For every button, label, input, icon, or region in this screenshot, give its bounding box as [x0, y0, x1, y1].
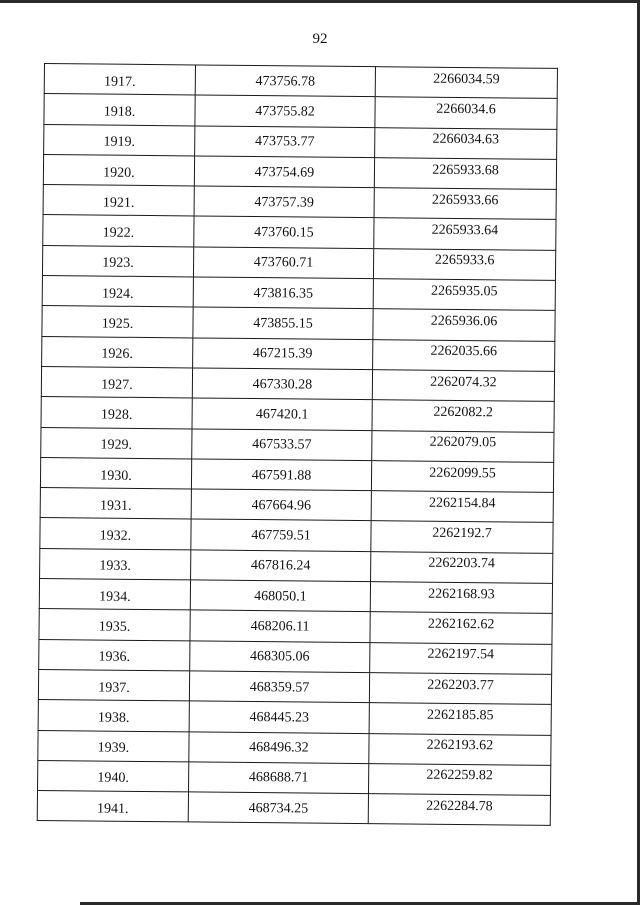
- year-text: 1941.: [97, 801, 129, 817]
- value-a-cell: [193, 307, 373, 339]
- year-text: 1928.: [100, 407, 133, 423]
- year-text: 1936.: [98, 649, 131, 666]
- value-b-text: 2262168.93: [428, 586, 495, 603]
- value-b-cell: [370, 612, 552, 644]
- value-a-cell: [192, 398, 372, 430]
- value-b-cell: [371, 491, 553, 523]
- value-b-text: 2265933.64: [431, 222, 499, 239]
- value-b-cell: [368, 794, 550, 826]
- year-text: 1925.: [101, 316, 134, 332]
- table-row: [43, 185, 556, 220]
- year-cell: [38, 760, 189, 792]
- year-cell: [41, 427, 192, 459]
- value-a-cell: [193, 247, 373, 279]
- value-b-text: 2265933.66: [431, 192, 499, 209]
- year-cell: [41, 397, 192, 429]
- table-row: [41, 366, 554, 401]
- value-a-text: 473760.15: [254, 225, 314, 241]
- table-row: [42, 336, 555, 371]
- year-cell: [43, 185, 194, 217]
- year-cell: [44, 94, 195, 126]
- year-cell: [38, 730, 189, 762]
- value-b-text: 2262082.2: [433, 404, 493, 421]
- year-cell: [42, 245, 193, 277]
- year-text: 1926.: [101, 346, 134, 363]
- table-row: [44, 64, 557, 99]
- value-a-text: 468305.06: [249, 649, 310, 665]
- value-a-text: 467759.51: [251, 528, 311, 544]
- year-cell: [42, 276, 193, 308]
- year-text: 1921.: [102, 195, 135, 211]
- year-text: 1937.: [98, 680, 130, 696]
- year-cell: [43, 154, 194, 186]
- table-row: [40, 457, 553, 492]
- table-row: [40, 548, 553, 583]
- scan-edge-top: [0, 0, 640, 3]
- value-a-text: 473855.15: [253, 316, 313, 332]
- table-row: [38, 700, 551, 735]
- value-b-text: 2262203.74: [428, 556, 496, 572]
- value-b-cell: [369, 703, 551, 735]
- value-b-cell: [373, 309, 555, 341]
- value-b-text: 2262192.7: [432, 525, 492, 542]
- year-cell: [41, 366, 192, 398]
- year-text: 1940.: [97, 771, 129, 787]
- table-row: [43, 154, 556, 189]
- table-row: [37, 791, 550, 826]
- value-a-text: 467330.28: [252, 376, 313, 393]
- value-a-text: 468445.23: [249, 709, 310, 726]
- value-b-text: 2262259.82: [426, 768, 493, 784]
- value-a-text: 473757.39: [254, 194, 314, 211]
- value-b-text: 2265936.06: [430, 313, 498, 330]
- table-row: [40, 488, 553, 523]
- value-a-text: 468359.57: [249, 679, 310, 696]
- year-text: 1919.: [103, 134, 136, 151]
- year-text: 1924.: [101, 286, 134, 302]
- year-text: 1917.: [104, 74, 136, 90]
- value-b-cell: [372, 400, 554, 432]
- value-a-text: 473755.82: [255, 103, 315, 120]
- value-b-cell: [374, 188, 556, 220]
- value-b-cell: [371, 461, 553, 493]
- value-b-text: 2265933.68: [432, 162, 499, 178]
- year-cell: [38, 669, 189, 701]
- value-a-text: 467420.1: [255, 406, 309, 423]
- year-text: 1932.: [99, 528, 132, 544]
- value-a-cell: [195, 126, 375, 158]
- value-a-text: 473756.78: [255, 73, 316, 90]
- value-b-text: 2266034.59: [433, 71, 500, 88]
- value-b-text: 2265935.05: [431, 283, 498, 300]
- value-a-cell: [191, 489, 371, 521]
- table-row: [42, 306, 555, 341]
- year-cell: [39, 639, 190, 671]
- value-a-cell: [194, 186, 374, 218]
- value-b-cell: [369, 673, 551, 705]
- value-b-cell: [370, 642, 552, 674]
- value-b-text: 2266034.6: [436, 101, 496, 118]
- value-a-cell: [193, 277, 373, 309]
- table-row: [44, 124, 557, 159]
- table-row: [42, 276, 555, 311]
- year-cell: [42, 306, 193, 338]
- value-b-cell: [375, 97, 557, 129]
- value-b-cell: [375, 67, 557, 99]
- value-b-cell: [373, 339, 555, 371]
- year-cell: [39, 609, 190, 641]
- value-b-text: 2266034.63: [432, 131, 500, 148]
- value-a-text: 468734.25: [248, 800, 309, 817]
- year-text: 1929.: [100, 437, 133, 454]
- year-text: 1922.: [102, 225, 135, 241]
- year-cell: [40, 488, 191, 520]
- value-b-text: 2262185.85: [426, 707, 494, 724]
- year-text: 1938.: [97, 710, 130, 726]
- value-a-text: 468688.71: [248, 770, 309, 787]
- value-b-text: 2262203.77: [427, 677, 494, 693]
- year-text: 1931.: [99, 498, 132, 514]
- year-text: 1923.: [102, 255, 134, 272]
- value-b-cell: [373, 279, 555, 311]
- value-a-cell: [188, 792, 368, 824]
- value-a-cell: [190, 641, 370, 673]
- value-a-cell: [190, 610, 370, 642]
- value-a-text: 473760.71: [253, 255, 314, 272]
- value-b-cell: [370, 582, 552, 614]
- year-cell: [38, 700, 189, 732]
- year-cell: [44, 124, 195, 156]
- table-row: [39, 639, 552, 674]
- year-text: 1933.: [99, 558, 131, 575]
- value-a-cell: [195, 95, 375, 127]
- value-a-text: 467533.57: [252, 437, 312, 453]
- value-b-cell: [374, 218, 556, 250]
- value-a-cell: [194, 216, 374, 248]
- value-a-cell: [191, 459, 371, 491]
- table-row: [42, 245, 555, 280]
- year-cell: [40, 518, 191, 550]
- year-cell: [43, 215, 194, 247]
- year-text: 1918.: [103, 104, 136, 120]
- value-b-cell: [374, 158, 556, 190]
- value-a-cell: [189, 762, 369, 794]
- table-row: [38, 760, 551, 795]
- value-a-cell: [191, 519, 371, 551]
- year-cell: [40, 548, 191, 580]
- table-row: [43, 215, 556, 250]
- year-text: 1935.: [98, 619, 131, 635]
- table-row: [38, 669, 551, 704]
- value-b-text: 2262035.66: [430, 344, 498, 360]
- value-b-cell: [371, 521, 553, 553]
- value-a-text: 468050.1: [254, 588, 307, 605]
- value-b-text: 2265933.6: [434, 253, 495, 269]
- value-b-text: 2262154.84: [428, 495, 496, 512]
- table-row: [41, 427, 554, 462]
- value-a-text: 473816.35: [253, 285, 314, 302]
- value-a-cell: [192, 368, 372, 400]
- value-a-cell: [192, 429, 372, 461]
- year-cell: [37, 791, 188, 823]
- data-table: [37, 63, 558, 826]
- table-row: [40, 518, 553, 553]
- value-b-text: 2262099.55: [429, 465, 496, 481]
- value-a-text: 467215.39: [252, 346, 313, 362]
- value-a-text: 467816.24: [250, 558, 311, 574]
- value-b-text: 2262197.54: [427, 646, 495, 663]
- table-row: [41, 397, 554, 432]
- year-cell: [44, 64, 195, 96]
- value-b-cell: [375, 127, 557, 159]
- value-b-cell: [373, 248, 555, 280]
- value-a-text: 468206.11: [250, 618, 310, 635]
- table-body: [37, 64, 557, 826]
- value-b-text: 2262193.62: [426, 737, 494, 754]
- year-text: 1920.: [103, 165, 135, 181]
- year-cell: [40, 457, 191, 489]
- value-b-cell: [372, 430, 554, 462]
- page-number: 92: [312, 31, 328, 47]
- value-b-cell: [369, 733, 551, 765]
- value-a-cell: [191, 550, 371, 582]
- year-cell: [42, 336, 193, 368]
- table-row: [38, 730, 551, 765]
- table-row: [39, 609, 552, 644]
- value-b-text: 2262284.78: [426, 798, 493, 815]
- value-a-cell: [193, 338, 373, 370]
- value-a-text: 467591.88: [251, 467, 312, 484]
- value-a-text: 473754.69: [254, 164, 315, 181]
- value-b-cell: [371, 551, 553, 583]
- value-b-text: 2262079.05: [429, 434, 497, 451]
- value-a-text: 473753.77: [254, 134, 315, 150]
- value-b-cell: [372, 370, 554, 402]
- value-a-cell: [189, 671, 369, 703]
- table-row: [44, 94, 557, 129]
- year-text: 1939.: [97, 740, 130, 757]
- table-row: [39, 579, 552, 614]
- year-text: 1934.: [99, 589, 131, 605]
- value-a-text: 467664.96: [251, 497, 312, 514]
- value-b-text: 2262162.62: [427, 616, 495, 633]
- value-a-cell: [195, 65, 375, 97]
- value-a-cell: [189, 701, 369, 733]
- value-a-cell: [194, 156, 374, 188]
- value-b-cell: [369, 763, 551, 795]
- value-a-text: 468496.32: [249, 740, 309, 756]
- value-b-text: 2262074.32: [430, 374, 497, 390]
- year-cell: [39, 579, 190, 611]
- year-text: 1930.: [100, 468, 132, 484]
- value-a-cell: [189, 731, 369, 763]
- table-container: [37, 63, 554, 826]
- value-a-cell: [190, 580, 370, 612]
- year-text: 1927.: [101, 377, 133, 393]
